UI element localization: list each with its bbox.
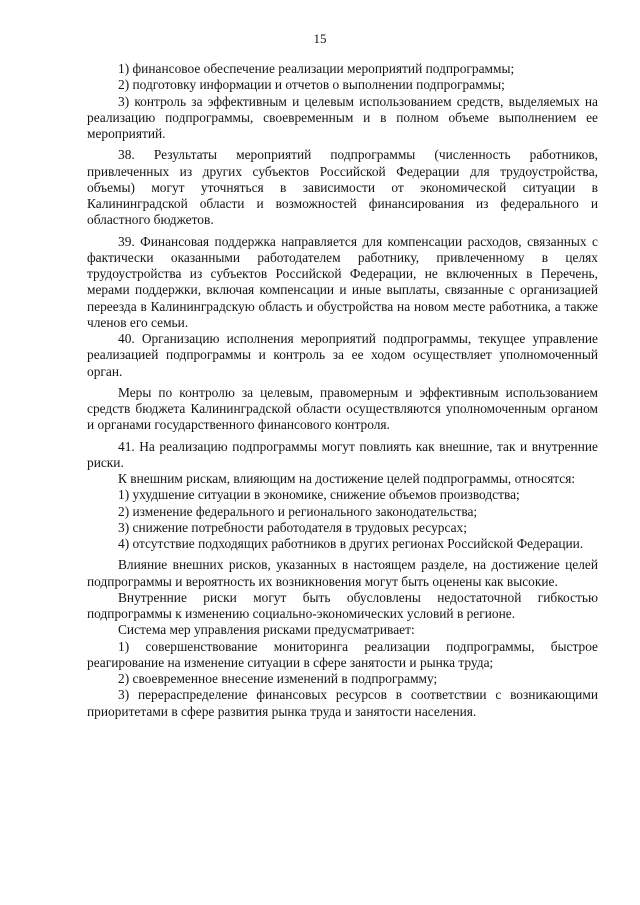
- paragraph: 1) ухудшение ситуации в экономике, снижение объемов производства;: [118, 487, 520, 503]
- paragraph: 3) снижение потребности работодателя в трудовых ресурсах;: [118, 519, 467, 535]
- paragraph: К внешним рискам, влияющим на достижение целей подпрограммы, относятся:: [118, 471, 576, 486]
- paragraph: 1) финансовое обеспечение реализации мероприятий подпрограммы;: [118, 61, 515, 76]
- paragraph: 39. Финансовая поддержка направляется для компенсации расходов, связанных с фактически оказанными работодателем работнику, привлеченному в целях трудоустройства из субъектов Российской Федерации, не включенных в Перечень, мерами поддержки, включая компенсации и иные выплаты, связанные с организацией переезда в Калининградскую область и обустройства на новом месте работника, а также членов его семьи.: [87, 233, 598, 330]
- paragraph: 40. Организацию исполнения мероприятий подпрограммы, текущее управление реализацией подпрограммы и контроль за ее ходом осуществляет уполномоченный орган.: [87, 331, 598, 379]
- paragraph: 3) контроль за эффективным и целевым использованием средств, выделяемых на реализацию подпрограммы, своевременным и в полном объеме выполнением ее мероприятий.: [87, 93, 598, 141]
- paragraph: 4) отсутствие подходящих работников в других регионах Российской Федерации.: [118, 536, 584, 551]
- paragraph: 1) совершенствование мониторинга реализации подпрограммы, быстрое реагирование на изменение ситуации в сфере занятости и рынка труда;: [87, 638, 598, 670]
- paragraph: Меры по контролю за целевым, правомерным и эффективным использованием средств бюджета Калининградской области осуществляются уполномоченным органом и органами государственного финансового контроля.: [87, 384, 598, 433]
- document-body: [87, 61, 598, 720]
- paragraph: 2) своевременное внесение изменений в подпрограмму;: [118, 671, 438, 686]
- paragraph: Внутренние риски могут быть обусловлены недостаточной гибкостью подпрограммы к изменению социально-экономических условий в регионе.: [87, 589, 598, 621]
- paragraph: Влияние внешних рисков, указанных в настоящем разделе, на достижение целей подпрограммы и вероятность их возникновения могут быть оценены как высокие.: [87, 557, 598, 589]
- paragraph: 2) изменение федерального и регионального законодательства;: [118, 503, 478, 519]
- paragraph: 3) перераспределение финансовых ресурсов в соответствии с возникающими приоритетами в сфере развития рынка труда и занятости населения.: [87, 687, 598, 719]
- page-number: 15: [313, 31, 327, 46]
- paragraph: 2) подготовку информации и отчетов о выполнении подпрограммы;: [118, 77, 505, 93]
- paragraph: Система мер управления рисками предусматривает:: [118, 622, 415, 638]
- paragraph: 41. На реализацию подпрограммы могут повлиять как внешние, так и внутренние риски.: [87, 438, 598, 470]
- paragraph: 38. Результаты мероприятий подпрограммы (численность работников, привлеченных из других субъектов Российской Федерации для трудоустройства, объемы) могут уточняться в зависимости от экономической ситуации в Калининградской области и возможностей финансирования из федерального и областного бюджетов.: [87, 147, 598, 228]
